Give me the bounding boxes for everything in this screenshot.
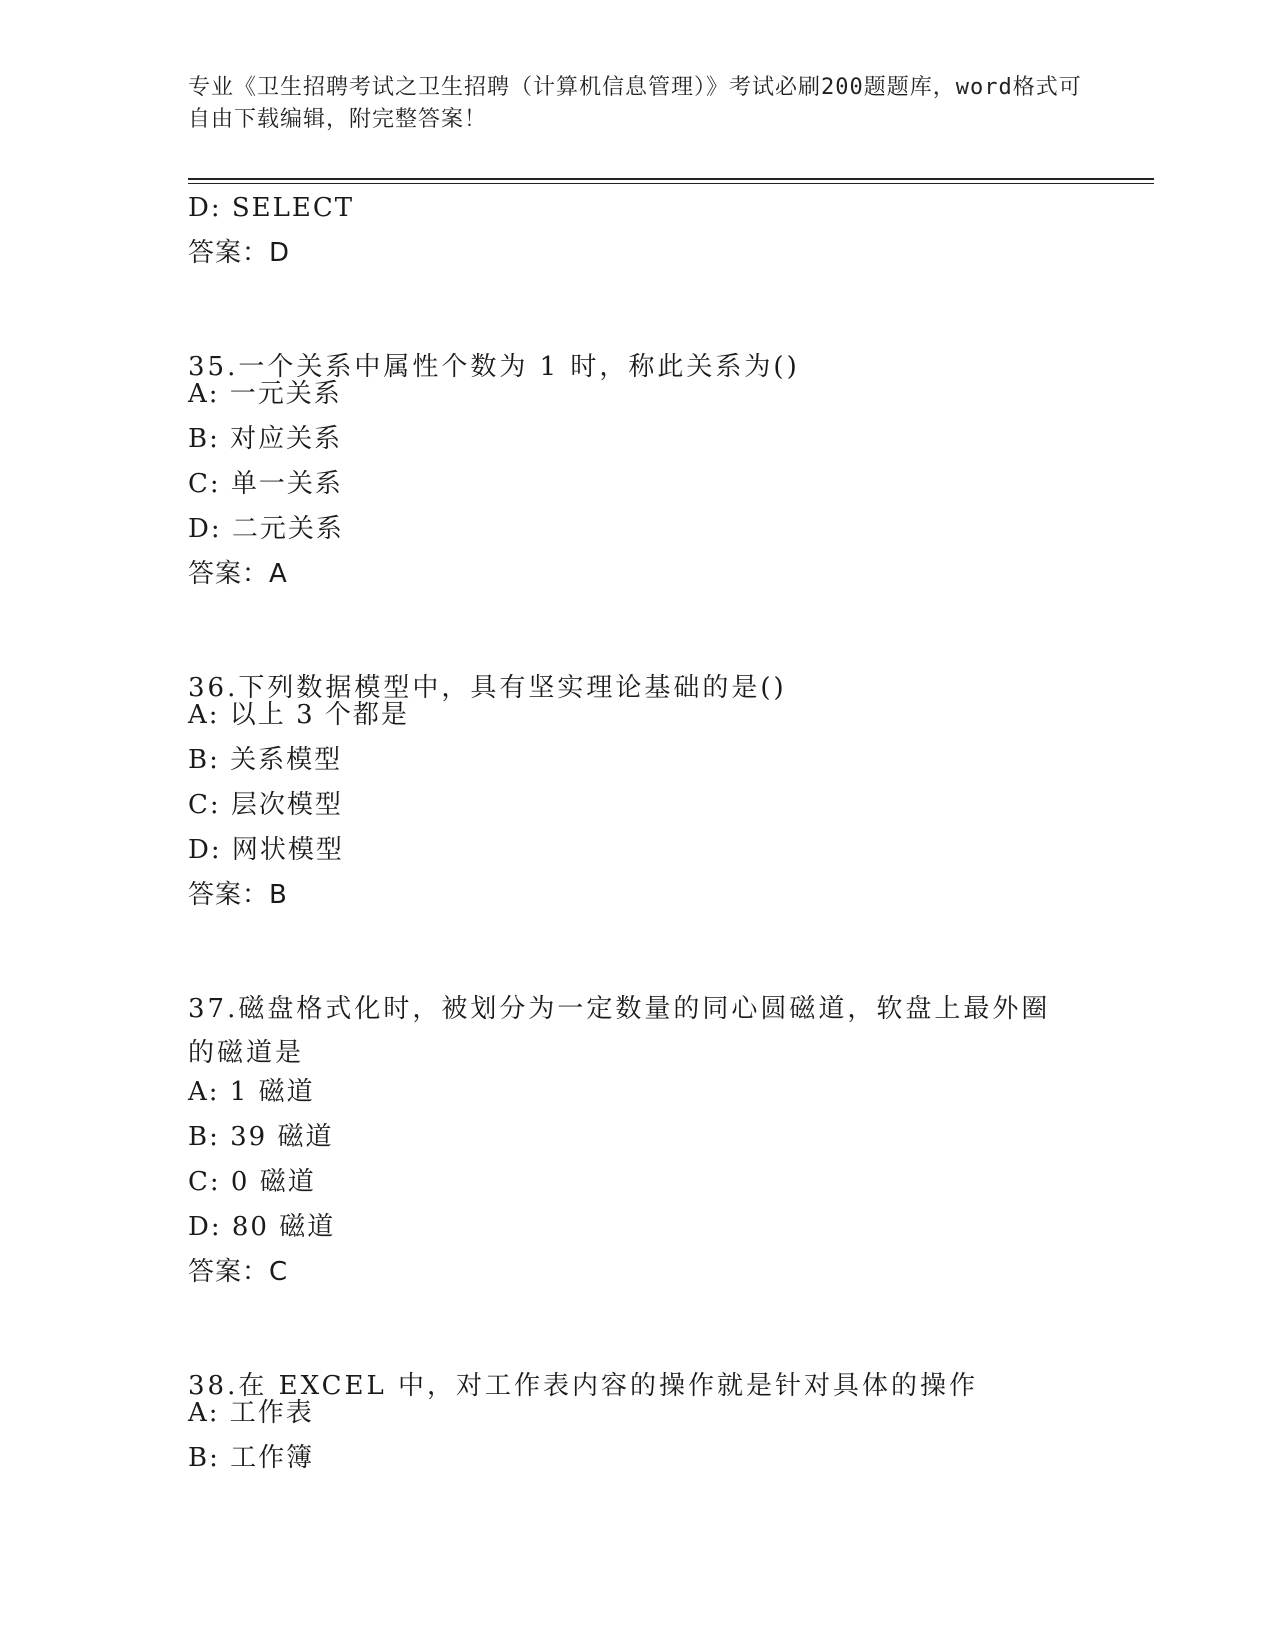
option-a: A: 一元关系 [188,379,342,409]
spacer [188,911,1088,987]
option-d: D: 网状模型 [188,835,344,865]
question-38 [188,1364,1088,1474]
option-list [188,1397,1088,1474]
question-37 [188,987,1088,1288]
option-a: A: 1 磁道 [188,1077,315,1107]
answer-line: 答案：C [188,1257,289,1287]
option-c: C: 0 磁道 [188,1167,316,1197]
header-rule-thin [188,183,1154,184]
question-stem: 38.在 EXCEL 中，对工作表内容的操作就是针对具体的操作 [188,1371,979,1401]
option-list [188,1076,1088,1243]
spacer [188,269,1088,345]
carryover-answer: 答案：D [188,238,291,268]
option-c: C: 层次模型 [188,790,343,820]
question-35 [188,345,1088,590]
option-b: B: 对应关系 [188,424,343,454]
option-c: C: 单一关系 [188,469,343,499]
page-content [188,192,1088,1487]
option-b: B: 关系模型 [188,745,343,775]
question-stem: 36.下列数据模型中，具有坚实理论基础的是() [188,673,787,703]
carryover-option-d: D: SELECT [188,193,355,223]
answer-line: 答案：A [188,559,288,589]
question-36 [188,666,1088,911]
option-d: D: 80 磁道 [188,1212,336,1242]
question-stem: 35.一个关系中属性个数为 1 时，称此关系为() [188,352,800,382]
header-text: 专业《卫生招聘考试之卫生招聘（计算机信息管理）》考试必刷200题题库，word格式可自由下载编辑，附完整答案！ [188,75,1082,132]
option-list [188,699,1088,866]
answer-line: 答案：B [188,880,288,910]
spacer [188,590,1088,666]
option-list [188,378,1088,545]
question-stem: 37.磁盘格式化时，被划分为一定数量的同心圆磁道，软盘上最外圈的磁道是 [188,994,1051,1068]
option-a: A: 工作表 [188,1398,314,1428]
option-a: A: 以上 3 个都是 [188,700,409,730]
option-d: D: 二元关系 [188,514,344,544]
header-rule-thick [188,178,1154,180]
document-header [188,72,1088,136]
spacer [188,1288,1088,1364]
option-b: B: 39 磁道 [188,1122,334,1152]
option-b: B: 工作簿 [188,1443,315,1473]
